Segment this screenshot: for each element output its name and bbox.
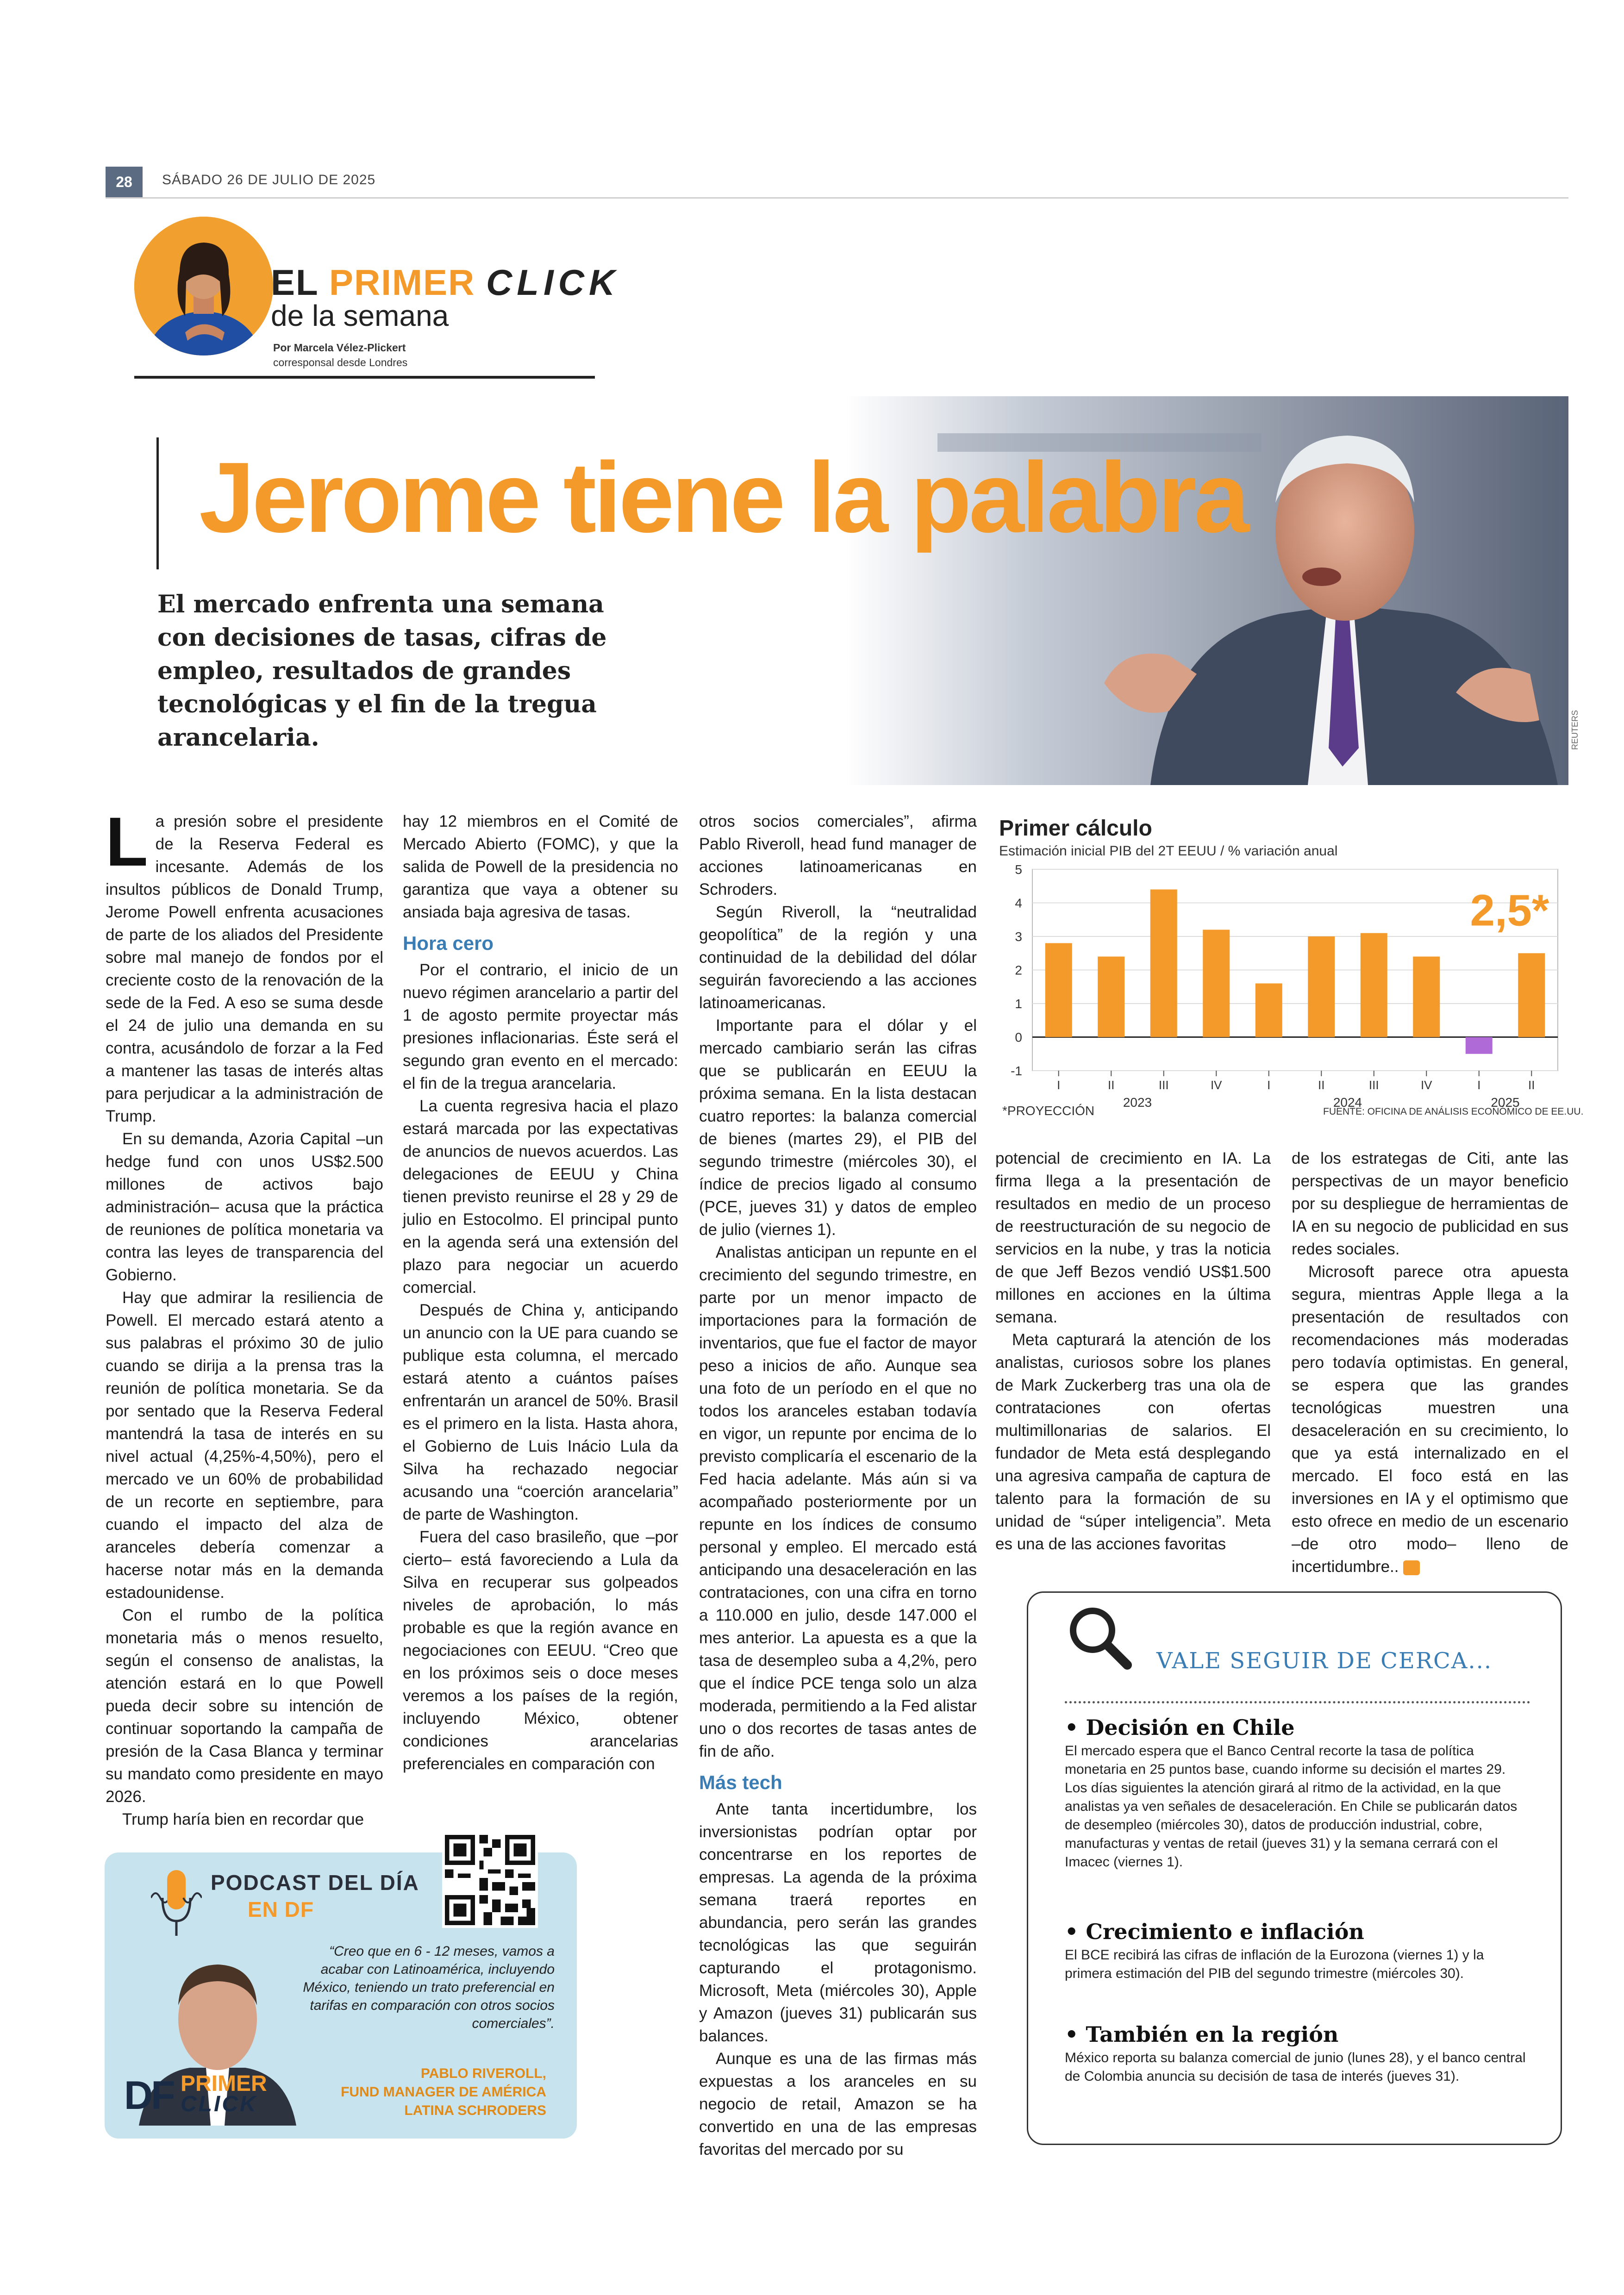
paragraph: Fuera del caso brasileño, que –por cierto– está favoreciendo a Lula da Silva en recuperar sus golpeados niveles de aprobación, lo más probable es que la región avance en negociaciones con EEUU. “Creo que en los próximos seis o doce meses veremos a los países de la región, incluyendo México, obtener condiciones arancelarias preferenciales en comparación con [403, 1528, 678, 1773]
x-tick-label: III [1158, 1078, 1169, 1092]
watch-item-title: • También en la región [1065, 2022, 1339, 2047]
brand-rule [134, 376, 595, 379]
paragraph: Ante tanta incertidumbre, los inversionistas podrían optar por concentrarse en los reportes de empresas. La agenda de la próxima semana traerá reportes en abundancia, pero serán las grandes tecnológicas las que seguirán capturando el protagonismo. Microsoft, Meta (miércoles 30), Apple y Amazon (jueves 31) publicarán sus balances. [699, 1800, 977, 2045]
brand-primer: PRIMER [329, 262, 475, 303]
watch-item [1065, 1715, 1528, 1871]
podcast-title: PODCAST DEL DÍA [211, 1871, 419, 1895]
paragraph: Después de China y, anticipando un anuncio con la UE para cuando se publique esta columna, el mercado estará atento a cuántos países enfrentarán un arancel de 50%. Brasil es el primero en la lista. Hasta ahora, el Gobierno de Luis Inácio Lula da Silva ha rechazado negociar acusando una “coerción arancelaria” de parte de Washington. [403, 1301, 678, 1523]
bar [1466, 1037, 1493, 1054]
qr-code-icon[interactable] [442, 1832, 538, 1928]
watch-item-text: México reporta su balanza comercial de junio (lunes 28), y el banco central de Colombia anuncia su decisión de tasa de interés (jueves 31). [1065, 2050, 1526, 2084]
body-column-1 [106, 803, 383, 1831]
drop-cap: L [106, 803, 148, 880]
bar [1308, 936, 1335, 1037]
logo-primer: PRIMER [181, 2071, 267, 2096]
brand-click: CLICK [486, 262, 620, 303]
bar [1098, 957, 1124, 1037]
bar [1518, 953, 1545, 1037]
podcast-speaker [324, 2064, 546, 2120]
bar [1045, 943, 1072, 1037]
dateline: SÁBADO 26 DE JULIO DE 2025 [162, 172, 376, 187]
paragraph [1292, 1260, 1568, 1578]
bar [1255, 984, 1282, 1037]
subheading-hora-cero: Hora cero [403, 932, 494, 954]
paragraph: La cuenta regresiva hacia el plazo estará marcada por las expectativas de anuncios de nuevos acuerdos. Las delegaciones de EEUU y China tienen previsto reunirse el 28 y 29 de julio en Estocolmo. El principal punto en la agenda será una extensión del plazo para negociar un acuerdo comercial. [403, 1097, 678, 1297]
headline: Jerome tiene la palabra [199, 441, 1247, 553]
paragraph: potencial de crecimiento en IA. La firma llega a la presentación de resultados en medio de un proceso de reestructuración de su negocio de servicios en la nube, y tras la noticia de que Jeff Bezos vendió US$1.500 millones en acciones en la última semana. [995, 1149, 1271, 1326]
paragraph: Analistas anticipan un repunte en el crecimiento del segundo trimestre, en parte por un menor impacto de importaciones para la formación de inventarios, que fue el factor de mayor peso a inicios de año. Aunque sea una foto de un período en el que no todos los aranceles estaban todavía en vigor, un repunte por encima de lo previsto complicaría el escenario de la Fed hacia adelante. Más aún si va acompañado posteriormente por un repunte en los índices de consumo personal y empleo. El mercado está anticipando una desaceleración en las contrataciones, con una cifra en torno a 110.000 en julio, desde 147.000 el mes anterior. La apuesta es a que la tasa de desempleo suba a 4,2%, pero que el índice PCE tenga solo un alza moderada, permitiendo a la Fed alistar uno o dos recortes de tasas antes de fin de año. [699, 1243, 977, 1760]
paragraph: hay 12 miembros en el Comité de Mercado Abierto (FOMC), y que la salida de Powell de la presidencia no garantiza que vaya a obtener su ansiada baja agresiva de tasas. [403, 812, 678, 921]
chart-note: *PROYECCIÓN [1002, 1104, 1095, 1118]
x-tick-label: I [1057, 1078, 1061, 1092]
x-tick-label: II [1528, 1078, 1535, 1092]
deck: El mercado enfrenta una semana con decisiones de tasas, cifras de empleo, resultados de grandes tecnológicas y el fin de la tregua arancelaria. [157, 590, 607, 752]
chart-subtitle: Estimación inicial PIB del 2T EEUU / % variación anual [999, 843, 1338, 859]
headline-bar [156, 437, 159, 569]
paragraph: de los estrategas de Citi, ante las perspectivas de un mayor beneficio por su despliegue de herramientas de IA en su negocio de publicidad en sus redes sociales. [1292, 1149, 1568, 1258]
df-logo: DF [124, 2073, 174, 2118]
bar [1413, 957, 1440, 1037]
bar [1203, 930, 1230, 1037]
paragraph: En su demanda, Azoria Capital –un hedge fund con unos US$2.500 millones de activos bajo administración– acusa que la práctica de reuniones de política monetaria va contra las leyes de transparencia del Gobierno. [106, 1130, 383, 1284]
byline: Por Marcela Vélez-Plickert [273, 342, 406, 354]
x-tick-label: IV [1420, 1078, 1432, 1092]
paragraph: Con el rumbo de la política monetaria más o menos resuelto, según el consenso de analistas, la atención estará en lo que Powell pueda decir sobre su intención de continuar soportando la campaña de presión de la Casa Blanca y terminar su mandato como presidente en mayo 2026. [106, 1606, 383, 1806]
paragraph-text: Microsoft parece otra apuesta segura, mientras Apple llega a la presentación de resultados con recomendaciones más moderadas pero todavía optimistas. En general, se espera que las grandes tecnológicas muestren una desaceleración en su crecimiento, lo que ya está internalizado en el mercado. El foco está en las inversiones en IA y el optimismo que esto ofrece en medio de un escenario –de otro modo– lleno de incertidumbre.. [1292, 1263, 1568, 1576]
author-avatar [134, 217, 273, 355]
magnifier-icon [1065, 1603, 1134, 1672]
chart-title: Primer cálculo [999, 816, 1152, 841]
year-label: 2023 [1123, 1095, 1152, 1110]
chart-source: FUENTE: OFICINA DE ANÁLISIS ECONÓMICO DE EE.UU. [1323, 1106, 1584, 1117]
author-role: corresponsal desde Londres [273, 356, 408, 368]
paragraph: Por el contrario, el inicio de un nuevo régimen arancelario a partir del 1 de agosto permite proyectar más presiones inflacionarias. Éste será el segundo gran evento en el mercado: el fin de la tregua arancelaria. [403, 961, 678, 1092]
watch-item-text: El BCE recibirá las cifras de inflación de la Eurozona (viernes 1) y la primera estimación del PIB del segundo trimestre (miércoles 30). [1065, 1947, 1484, 1981]
paragraph: Trump haría bien en recordar que [122, 1810, 364, 1828]
x-tick-label: I [1267, 1078, 1271, 1092]
microphone-icon [151, 1865, 202, 1944]
x-tick-label: I [1477, 1078, 1481, 1092]
watch-item [1065, 2022, 1528, 2086]
watch-item-title: • Crecimiento e inflación [1065, 1919, 1364, 1944]
photo-credit: REUTERS [1570, 710, 1580, 750]
paragraph: Aunque es una de las firmas más expuestas a los aranceles en su negocio de retail, Amazon se ha convertido en una de las empresas favoritas del mercado por su [699, 2050, 977, 2158]
paragraph: a presión sobre el presidente de la Reserva Federal es incesante. Además de los insultos públicos de Donald Trump, Jerome Powell enfrenta acusaciones de parte de los aliados del Presidente sobre mal manejo de fondos por el creciente costo de la renovación de la sede de la Fed. A eso se suma desde el 24 de julio una demanda en su contra, acusándolo de forzar a la Fed a mantener las tasas de interés altas para perjudicar a la administración de Trump. [106, 812, 383, 1125]
year-label: 2024 [1333, 1095, 1362, 1110]
body-column-5 [1292, 1147, 1568, 1578]
speaker-role: FUND MANAGER DE AMÉRICA LATINA SCHRODERS [341, 2084, 546, 2118]
header-rule [106, 197, 1568, 199]
paragraph: Meta capturará la atención de los analistas, curiosos sobre los planes de Mark Zuckerberg tras una ola de contrataciones con ofertas multimillonarias de salarios. El fundador de Meta está desplegando una agresiva campaña de captura de talento para la formación de su unidad de “súper inteligencia”. Meta es una de las acciones favoritas [995, 1331, 1271, 1553]
paragraph: otros socios comerciales”, afirma Pablo Riveroll, head fund manager de acciones latinoamericanas en Schroders. [699, 812, 977, 898]
y-tick-label: 3 [1015, 929, 1022, 944]
end-mark-icon: S [1403, 1560, 1420, 1575]
podcast-quote: “Creo que en 6 - 12 meses, vamos a acabar con Latinoamérica, incluyendo México, teniendo un trato preferencial en tarifas en comparación con otros socios comerciales”. [303, 1944, 555, 2031]
y-tick-label: 2 [1015, 963, 1022, 978]
speaker-name: PABLO RIVEROLL, [420, 2066, 546, 2081]
x-tick-label: II [1108, 1078, 1115, 1092]
paragraph: Importante para el dólar y el mercado cambiario serán las cifras que se publicarán en EEUU la próxima semana. En la lista destacan cuatro reportes: la balanza comercial de bienes (martes 29), el PIB del segundo trimestre (miércoles 30), el índice de precios ligado al consumo (PCE, jueves 31) y datos de empleo de julio (viernes 1). [699, 1017, 977, 1239]
y-tick-label: 1 [1015, 997, 1022, 1011]
body-column-3 [699, 810, 977, 2161]
x-tick-label: IV [1210, 1078, 1222, 1092]
x-tick-label: II [1318, 1078, 1325, 1092]
year-label: 2025 [1491, 1095, 1520, 1110]
watch-item-title: • Decisión en Chile [1065, 1715, 1295, 1740]
subheading-mas-tech: Más tech [699, 1771, 782, 1793]
highlight-label: 2,5* [1470, 886, 1549, 935]
paragraph: Según Riveroll, la “neutralidad geopolítica” de la región y una continuidad de la debilidad del dólar seguirán favoreciendo a las acciones latinoamericanas. [699, 903, 977, 1012]
paragraph: Hay que admirar la resiliencia de Powell. El mercado estará atento a sus palabras el próximo 30 de julio cuando se dirija a la prensa tras la reunión de política monetaria. Se da por sentado que la Reserva Federal mantendrá la tasa de interés en su nivel actual (4,25%-4,50%), pero el mercado ve un 60% de probabilidad de un recorte en septiembre, para cuando el impacto del alza de aranceles debería comenzar a hacerse notar más en la demanda estadounidense. [106, 1289, 383, 1602]
podcast-subtitle: EN DF [248, 1897, 314, 1921]
y-tick-label: -1 [1011, 1064, 1022, 1078]
body-column-2 [403, 810, 678, 1775]
watch-item-text: El mercado espera que el Banco Central recorte la tasa de política monetaria en 25 puntos base, cuando informe su decisión el martes 29. Los días siguientes la atención girará al ritmo de la actividad, en la que analistas ya ven señales de desaceleración. En Chile se publicarán datos de desempleo (miércoles 30), datos de producción industrial, cobre, manufacturas y ventas de retail (jueves 31) y la semana cerrará con el Imacec (viernes 1). [1065, 1743, 1518, 1870]
y-tick-label: 4 [1015, 896, 1022, 911]
column-brand-subtitle: de la semana [271, 299, 449, 332]
brand-el: EL [271, 262, 319, 303]
bar [1361, 933, 1387, 1037]
gdp-bar-chart [995, 860, 1569, 1119]
bar [1150, 890, 1177, 1037]
y-tick-label: 0 [1015, 1030, 1022, 1045]
body-column-4 [995, 1147, 1271, 1555]
x-tick-label: III [1368, 1078, 1379, 1092]
dotted-divider [1065, 1701, 1530, 1703]
logo-click: CLICK [181, 2092, 258, 2116]
watch-item [1065, 1919, 1528, 1983]
y-tick-label: 5 [1015, 862, 1022, 877]
watch-title: VALE SEGUIR DE CERCA... [1156, 1648, 1493, 1674]
page-number: 28 [106, 167, 143, 197]
column-brand [271, 262, 619, 304]
